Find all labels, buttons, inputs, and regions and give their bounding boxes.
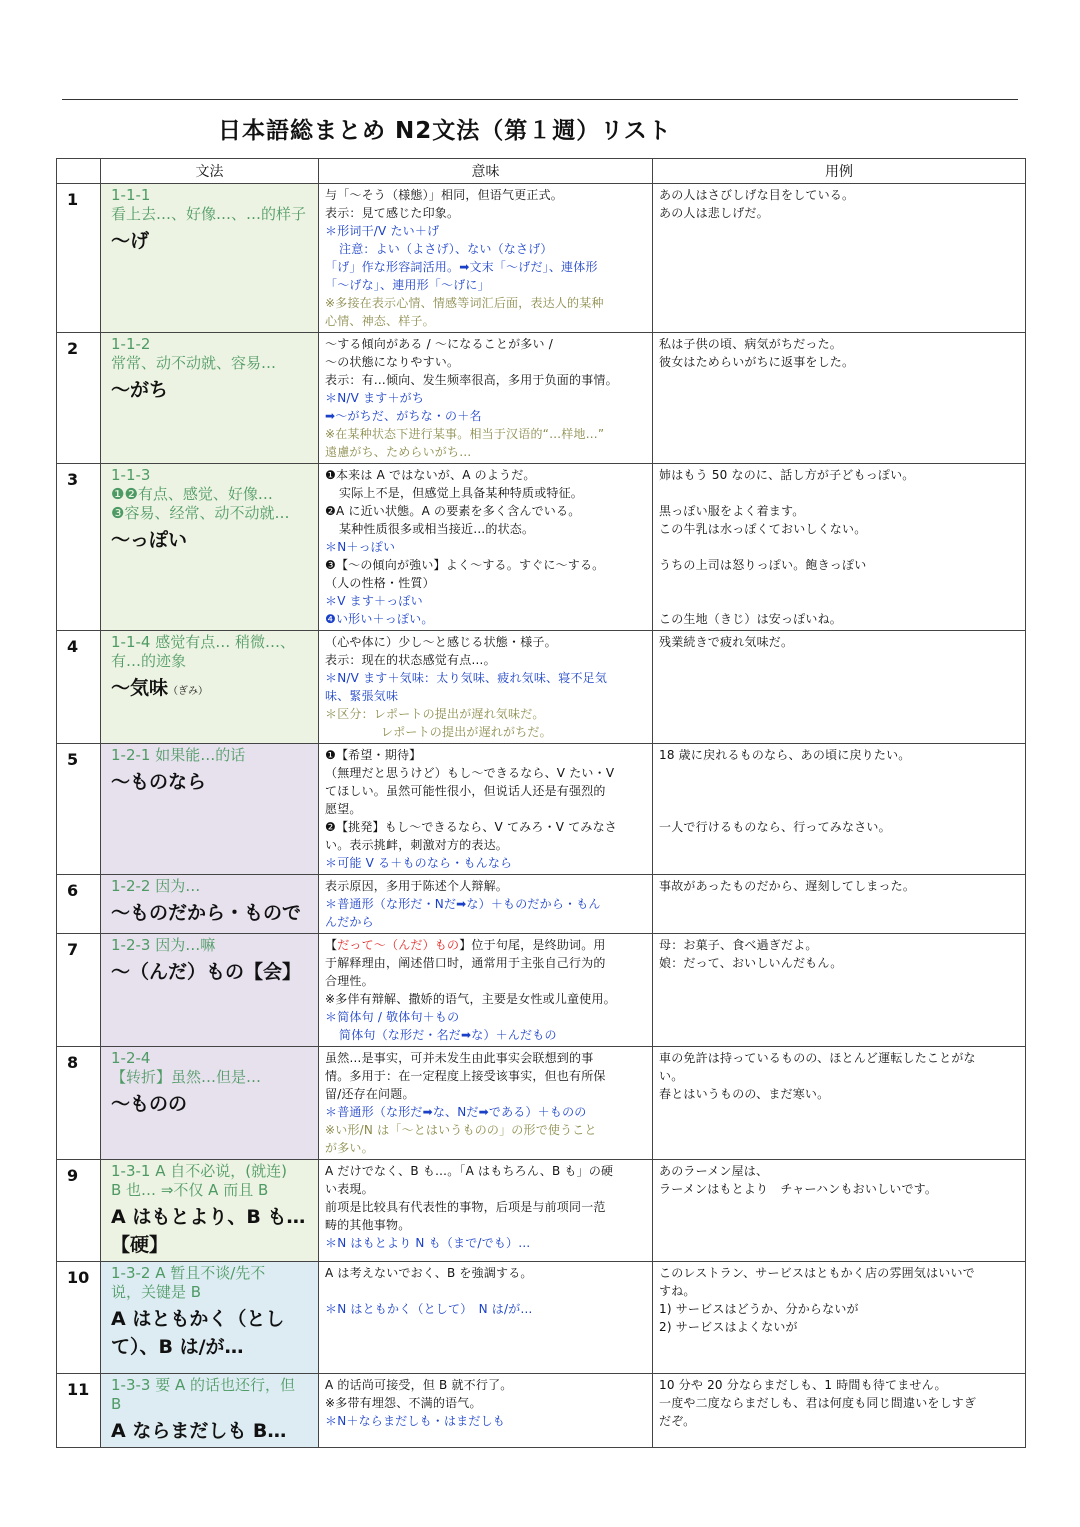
example-line: 2) サービスはよくないが	[659, 1320, 798, 1334]
meaning-line: A だけでなく、B も…。「A はもちろん、B も」の硬	[325, 1164, 614, 1178]
grammar-gloss: B 也… ⇒不仅 A 而且 B	[111, 1181, 269, 1199]
meaning-cell	[319, 1160, 653, 1262]
grammar-pattern: ～気味（ぎみ）	[111, 677, 209, 699]
meaning-line: ※多伴有辩解、撒娇的语气，主要是女性或儿童使用。	[325, 992, 616, 1006]
meaning-line: ＊普通形（な形だ➡な、Nだ➡である）＋ものの	[325, 1105, 587, 1119]
meaning-line: ＊N はもとより N も（まで/でも）…	[325, 1236, 531, 1250]
top-rule	[62, 99, 1018, 100]
example-cell	[653, 1160, 1026, 1262]
grammar-gloss: 【转折】虽然…但是…	[111, 1068, 262, 1086]
table-row	[57, 1262, 1026, 1374]
grammar-pattern: A ならまだしも B…	[111, 1420, 287, 1442]
example-line: あの人はさびしげな目をしている。	[659, 188, 855, 202]
grammar-pattern: A はもとより、B も…【硬】	[111, 1206, 306, 1256]
meaning-line: ➡～がちだ、がちな・の＋名	[325, 409, 482, 423]
grammar-gloss: 有…的迹象	[111, 652, 187, 670]
row-number: 10	[57, 1262, 101, 1374]
grammar-code: 1-1-2	[111, 335, 151, 353]
table-row	[57, 1374, 1026, 1448]
meaning-line: （人の性格・性質）	[325, 576, 435, 590]
grammar-pattern: ～ものなら	[111, 771, 207, 793]
table-row	[57, 464, 1026, 631]
example-cell	[653, 631, 1026, 744]
meaning-cell	[319, 1374, 653, 1448]
example-line: うちの上司は怒りっぽい。飽きっぽい	[659, 558, 867, 572]
grammar-code: 1-3-1 A 自不必说，(就连)	[111, 1162, 287, 1180]
meaning-line: 愿望。	[325, 802, 362, 816]
meaning-line: レポートの提出が遅れがちだ。	[381, 725, 552, 739]
meaning-line: ＊N＋っぽい	[325, 540, 396, 554]
grammar-cell	[101, 1262, 319, 1374]
grammar-pattern: ～げ	[111, 230, 150, 252]
meaning-line: 遠慮がち、ためらいがち…	[325, 445, 472, 459]
row-number: 6	[57, 875, 101, 934]
table-row	[57, 875, 1026, 934]
meaning-line: 合理性。	[325, 974, 374, 988]
meaning-line: 表示：有…倾向、发生频率很高，多用于负面的事情。	[325, 373, 618, 387]
row-number: 4	[57, 631, 101, 744]
meaning-line: ※在某种状态下进行某事。相当于汉语的“…样地…”	[325, 427, 605, 441]
example-line: この生地（きじ）は安っぽいね。	[659, 612, 843, 626]
grammar-code: 1-1-1	[111, 186, 151, 204]
meaning-cell	[319, 934, 653, 1047]
meaning-line: ＊形词干/V たい＋げ	[325, 224, 440, 238]
example-cell	[653, 744, 1026, 875]
meaning-line: んだから	[325, 915, 374, 929]
grammar-code: 1-3-3 要 A 的话也还行，但 B	[111, 1376, 296, 1413]
meaning-line: ※多接在表示心情、情感等词汇后面，表达人的某种	[325, 296, 604, 310]
grammar-code: 1-2-1 如果能…的话	[111, 746, 246, 764]
example-line: 春とはいうものの、まだ寒い。	[659, 1087, 830, 1101]
example-line	[659, 800, 1019, 818]
grammar-gloss: ❸容易、经常、动不动就…	[111, 504, 290, 522]
meaning-line: ～する傾向がある / ～になることが多い /	[325, 337, 553, 351]
table-row	[57, 184, 1026, 333]
example-line: い。	[659, 1069, 684, 1083]
meaning-line	[325, 1282, 646, 1300]
grammar-gloss: 常常、动不动就、容易…	[111, 354, 277, 372]
header-grammar: 文法	[101, 159, 319, 184]
example-line: だぞ。	[659, 1414, 696, 1428]
header-no	[57, 159, 101, 184]
page-title: 日本語総まとめ N2文法（第１週）リスト	[218, 118, 672, 144]
meaning-line: ＊N＋ならまだしも・はまだしも	[325, 1414, 505, 1428]
example-line: 一人で行けるものなら、行ってみなさい。	[659, 820, 891, 834]
example-cell	[653, 1262, 1026, 1374]
example-line: あのラーメン屋は、	[659, 1164, 769, 1178]
meaning-line: ＊区分：レポートの提出が遅れ気味だ。	[325, 707, 545, 721]
meaning-line: 「げ」作な形容詞活用。➡文末「～げだ」、連体形	[325, 260, 598, 274]
table-row	[57, 934, 1026, 1047]
meaning-line: 表示：見て感じた印象。	[325, 206, 460, 220]
example-cell	[653, 184, 1026, 333]
meaning-line: 留/还存在问题。	[325, 1087, 415, 1101]
meaning-line: ＊可能 V る＋ものなら・もんなら	[325, 856, 513, 870]
meaning-line: 于解释理由，阐述借口时，通常用于主张自己行为的	[325, 956, 606, 970]
example-cell	[653, 333, 1026, 464]
example-line: 事故があったものだから、遅刻してしまった。	[659, 879, 916, 893]
example-cell	[653, 464, 1026, 631]
grammar-cell	[101, 1374, 319, 1448]
example-cell	[653, 875, 1026, 934]
example-line: ラーメンはもとより チャーハンもおいしいです。	[659, 1182, 938, 1196]
meaning-line: 前项是比较具有代表性的事物，后项是与前项同一范	[325, 1200, 606, 1214]
row-number: 5	[57, 744, 101, 875]
meaning-cell	[319, 744, 653, 875]
meaning-line: ＊N/V ます＋気味：太り気味、疲れ気味、寝不足気	[325, 671, 608, 685]
grammar-pattern: ～（んだ）もの【会】	[111, 961, 302, 983]
meaning-line: 情。多用于：在一定程度上接受该事实，但也有所保	[325, 1069, 606, 1083]
grammar-cell	[101, 934, 319, 1047]
table-row	[57, 1160, 1026, 1262]
example-cell	[653, 934, 1026, 1047]
grammar-cell	[101, 875, 319, 934]
meaning-cell	[319, 333, 653, 464]
example-line: 姉はもう 50 なのに、話し方が子どもっぽい。	[659, 468, 915, 482]
row-number: 3	[57, 464, 101, 631]
example-line: すね。	[659, 1284, 696, 1298]
grammar-code: 1-1-4 感觉有点… 稍微…、	[111, 633, 295, 651]
example-line	[659, 592, 1019, 610]
grammar-gloss: 说，关键是 B	[111, 1283, 202, 1301]
grammar-code: 1-3-2 A 暂且不谈/先不	[111, 1264, 266, 1282]
row-number: 7	[57, 934, 101, 1047]
meaning-line: ※多带有埋怨、不满的语气。	[325, 1396, 482, 1410]
grammar-cell	[101, 744, 319, 875]
meaning-cell	[319, 631, 653, 744]
row-number: 9	[57, 1160, 101, 1262]
grammar-code: 1-1-3	[111, 466, 151, 484]
example-line: 残業続きで疲れ気味だ。	[659, 635, 794, 649]
example-line: 黒っぽい服をよく着ます。	[659, 504, 805, 518]
grammar-pattern: ～ものだから・もので	[111, 902, 302, 924]
example-line	[659, 764, 1019, 782]
meaning-line: 与「～そう（様態）」相同，但语气更正式。	[325, 188, 564, 202]
meaning-line: 某种性质很多或相当接近…的状态。	[339, 522, 535, 536]
meaning-line: （心や体に）少し～と感じる状態・様子。	[325, 635, 557, 649]
header-meaning: 意味	[319, 159, 653, 184]
grammar-cell	[101, 184, 319, 333]
meaning-line: が多い。	[325, 1141, 374, 1155]
meaning-line: ❶【希望・期待】	[325, 748, 422, 762]
example-line: 母：お菓子、食べ過ぎだよ。	[659, 938, 818, 952]
meaning-cell	[319, 464, 653, 631]
table-row	[57, 1047, 1026, 1160]
grammar-pattern: ～っぽい	[111, 529, 188, 551]
meaning-line: ❶本来は A ではないが、A のようだ。	[325, 468, 536, 482]
example-line: あの人は悲しげだ。	[659, 206, 769, 220]
meaning-line: ＊N/V ます＋がち	[325, 391, 425, 405]
meaning-cell	[319, 184, 653, 333]
meaning-line: い。表示挑衅，刺激对方的表达。	[325, 838, 509, 852]
example-cell	[653, 1047, 1026, 1160]
example-line: このレストラン、サービスはともかく店の雰囲気はいいで	[659, 1266, 975, 1280]
table-row	[57, 333, 1026, 464]
grammar-gloss: ❶❷有点、感觉、好像…	[111, 485, 273, 503]
example-line: 私は子供の頃、病気がちだった。	[659, 337, 843, 351]
grammar-code: 1-2-3 因为…嘛	[111, 936, 216, 954]
meaning-line: ❷A に近い状態。A の要素を多く含んでいる。	[325, 504, 581, 518]
meaning-line: ＊简体句 / 敬体句＋もの	[325, 1010, 460, 1024]
header-example: 用例	[653, 159, 1026, 184]
grammar-pattern: A はともかく（として）、B は/が…	[111, 1308, 285, 1358]
meaning-line: 表示原因，多用于陈述个人辩解。	[325, 879, 509, 893]
table-row	[57, 631, 1026, 744]
grammar-cell	[101, 333, 319, 464]
example-line: 10 分や 20 分ならまだしも、1 時間も待てません。	[659, 1378, 947, 1392]
meaning-line: ＊N はともかく（として） N は/が…	[325, 1302, 533, 1316]
meaning-line: ❷【挑発】もし～できるなら、V てみろ・V てみなさ	[325, 820, 618, 834]
grammar-code: 1-2-4	[111, 1049, 151, 1067]
grammar-table	[56, 158, 1026, 1448]
grammar-code: 1-2-2 因为…	[111, 877, 201, 895]
meaning-line: 畴的其他事物。	[325, 1218, 411, 1232]
grammar-gloss: 看上去…、好像…、…的样子	[111, 205, 307, 223]
example-line: 一度や二度ならまだしも、君は何度も同じ間違いをしすぎ	[659, 1396, 977, 1410]
meaning-line: A は考えないでおく、B を強調する。	[325, 1266, 533, 1280]
header-row	[57, 159, 1026, 184]
grammar-cell	[101, 1160, 319, 1262]
grammar-cell	[101, 1047, 319, 1160]
row-number: 8	[57, 1047, 101, 1160]
example-line: 1) サービスはどうか、分からないが	[659, 1302, 859, 1316]
example-line: 彼女はためらいがちに返事をした。	[659, 355, 855, 369]
meaning-line: 表示：现在的状态感觉有点…。	[325, 653, 496, 667]
meaning-line: ＊V ます＋っぽい	[325, 594, 423, 608]
example-line: 車の免許は持っているものの、ほとんど運転したことがな	[659, 1051, 976, 1065]
grammar-pattern: ～ものの	[111, 1093, 188, 1115]
example-line: 18 歳に戻れるものなら、あの頃に戻りたい。	[659, 748, 911, 762]
example-line	[659, 484, 1019, 502]
grammar-reading: （ぎみ）	[168, 686, 209, 697]
meaning-line: 虽然…是事实，可并未发生由此事实会联想到的事	[325, 1051, 594, 1065]
row-number: 1	[57, 184, 101, 333]
meaning-line: A 的话尚可接受，但 B 就不行了。	[325, 1378, 513, 1392]
table-row	[57, 744, 1026, 875]
meaning-line: ※い形/N は「～とはいうものの」の形で使うこと	[325, 1123, 597, 1137]
meaning-line: ❸【～の傾向が強い】よく～する。すぐに～する。	[325, 558, 605, 572]
example-line	[659, 574, 1019, 592]
meaning-line: ～の状態になりやすい。	[325, 355, 460, 369]
meaning-cell	[319, 1262, 653, 1374]
meaning-line: い表現。	[325, 1182, 374, 1196]
example-cell	[653, 1374, 1026, 1448]
row-number: 2	[57, 333, 101, 464]
meaning-cell	[319, 875, 653, 934]
meaning-line: ❹い形い＋っぽい。	[325, 612, 434, 626]
grammar-cell	[101, 631, 319, 744]
meaning-cell	[319, 1047, 653, 1160]
meaning-line: 「～げな」、連用形「～げに」	[325, 278, 490, 292]
meaning-line: 简体句（な形だ・名だ➡な）＋んだもの	[339, 1028, 557, 1042]
example-line: 娘：だって、おいしいんだもん。	[659, 956, 843, 970]
meaning-line: ＊普通形（な形だ・Nだ➡な）＋ものだから・もん	[325, 897, 601, 911]
meaning-line: 味、緊張気味	[325, 689, 399, 703]
meaning-line: （無理だと思うけど）もし～できるなら、V たい・V	[325, 766, 615, 780]
meaning-line: 实际上不是，但感觉上具备某种特质或特征。	[339, 486, 584, 500]
example-line	[659, 538, 1019, 556]
example-line	[659, 782, 1019, 800]
meaning-line: 心情、神态、样子。	[325, 314, 435, 328]
grammar-cell	[101, 464, 319, 631]
meaning-line: 【だって～（んだ）もの】位于句尾，是终助词。用	[325, 938, 606, 952]
grammar-pattern: ～がち	[111, 379, 169, 401]
meaning-line: 注意：よい（よさげ）、ない（なさげ）	[339, 242, 553, 256]
example-line: この牛乳は水っぽくておいしくない。	[659, 522, 867, 536]
meaning-line: てほしい。虽然可能性很小，但说话人还是有强烈的	[325, 784, 606, 798]
row-number: 11	[57, 1374, 101, 1448]
